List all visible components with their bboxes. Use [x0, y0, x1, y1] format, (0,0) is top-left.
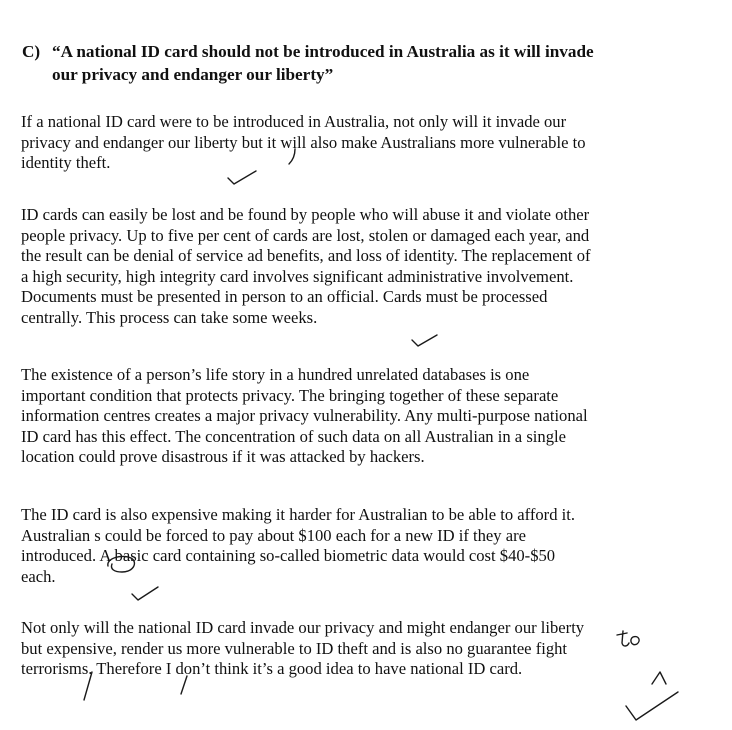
paragraph-line: ID cards can easily be lost and be found by people who will abuse it and violate other	[21, 205, 590, 224]
paragraph-line: If a national ID card were to be introduced in Australia, not only will it invade our	[21, 112, 567, 131]
paragraph-3	[21, 365, 713, 468]
tick-mark-4-icon	[622, 688, 682, 724]
paragraph-line: Australian s could be forced to pay about $100 each for a new ID if they are	[21, 525, 526, 545]
paragraph-line: The existence of a person’s life story in a hundred unrelated databases is one	[21, 365, 530, 384]
paragraph-line: centrally. This process can take some weeks.	[21, 307, 318, 327]
paragraph-line: introduced. A basic card containing so-called biometric data would cost $40-$50	[21, 546, 556, 566]
paragraph-line: people privacy. Up to five per cent of cards are lost, stolen or damaged each year, and	[21, 225, 590, 245]
paragraph-line: location could prove disastrous if it was attacked by hackers.	[21, 447, 425, 467]
heading-line-2: our privacy and endanger our liberty”	[52, 65, 334, 84]
paragraph-4	[21, 505, 713, 587]
paragraph-line: important condition that protects privacy. The bringing together of these separate	[21, 385, 559, 405]
paragraph-line: Documents must be presented in person to an official. Cards must be processed	[21, 287, 548, 307]
paragraph-line: terrorisms. Therefore I don’t think it’s a good idea to have national ID card.	[21, 659, 523, 679]
paragraph-5	[21, 618, 713, 680]
paragraph-line: The ID card is also expensive making it harder for Australian to be able to afford it.	[21, 505, 576, 524]
paragraph-2	[21, 205, 713, 329]
paragraph-1	[21, 112, 713, 174]
paragraph-line: a high security, high integrity card involves significant administrative involvement.	[21, 266, 574, 286]
paragraph-line: ID card has this effect. The concentration of such data on all Australian in a single	[21, 426, 566, 446]
section-heading	[22, 40, 712, 86]
paragraph-line: privacy and endanger our liberty but it will also make Australians more vulnerable to	[21, 132, 586, 152]
paragraph-line: but expensive, render us more vulnerable to ID theft and is also no guarantee fight	[21, 638, 568, 658]
section-label: C)	[22, 42, 41, 61]
paragraph-line: the result can be denial of service ad benefits, and loss of identity. The replacement of	[21, 246, 591, 266]
heading-line-1: “A national ID card should not be introduced in Australia as it will invade	[52, 42, 594, 61]
paragraph-line: identity theft.	[21, 153, 111, 173]
tick-mark-2-icon	[410, 332, 440, 350]
paragraph-line: each.	[21, 566, 56, 586]
paragraph-line: Not only will the national ID card invade our privacy and might endanger our liberty	[21, 618, 585, 637]
paragraph-line: information centres creates a major privacy vulnerability. Any multi-purpose national	[21, 406, 588, 426]
